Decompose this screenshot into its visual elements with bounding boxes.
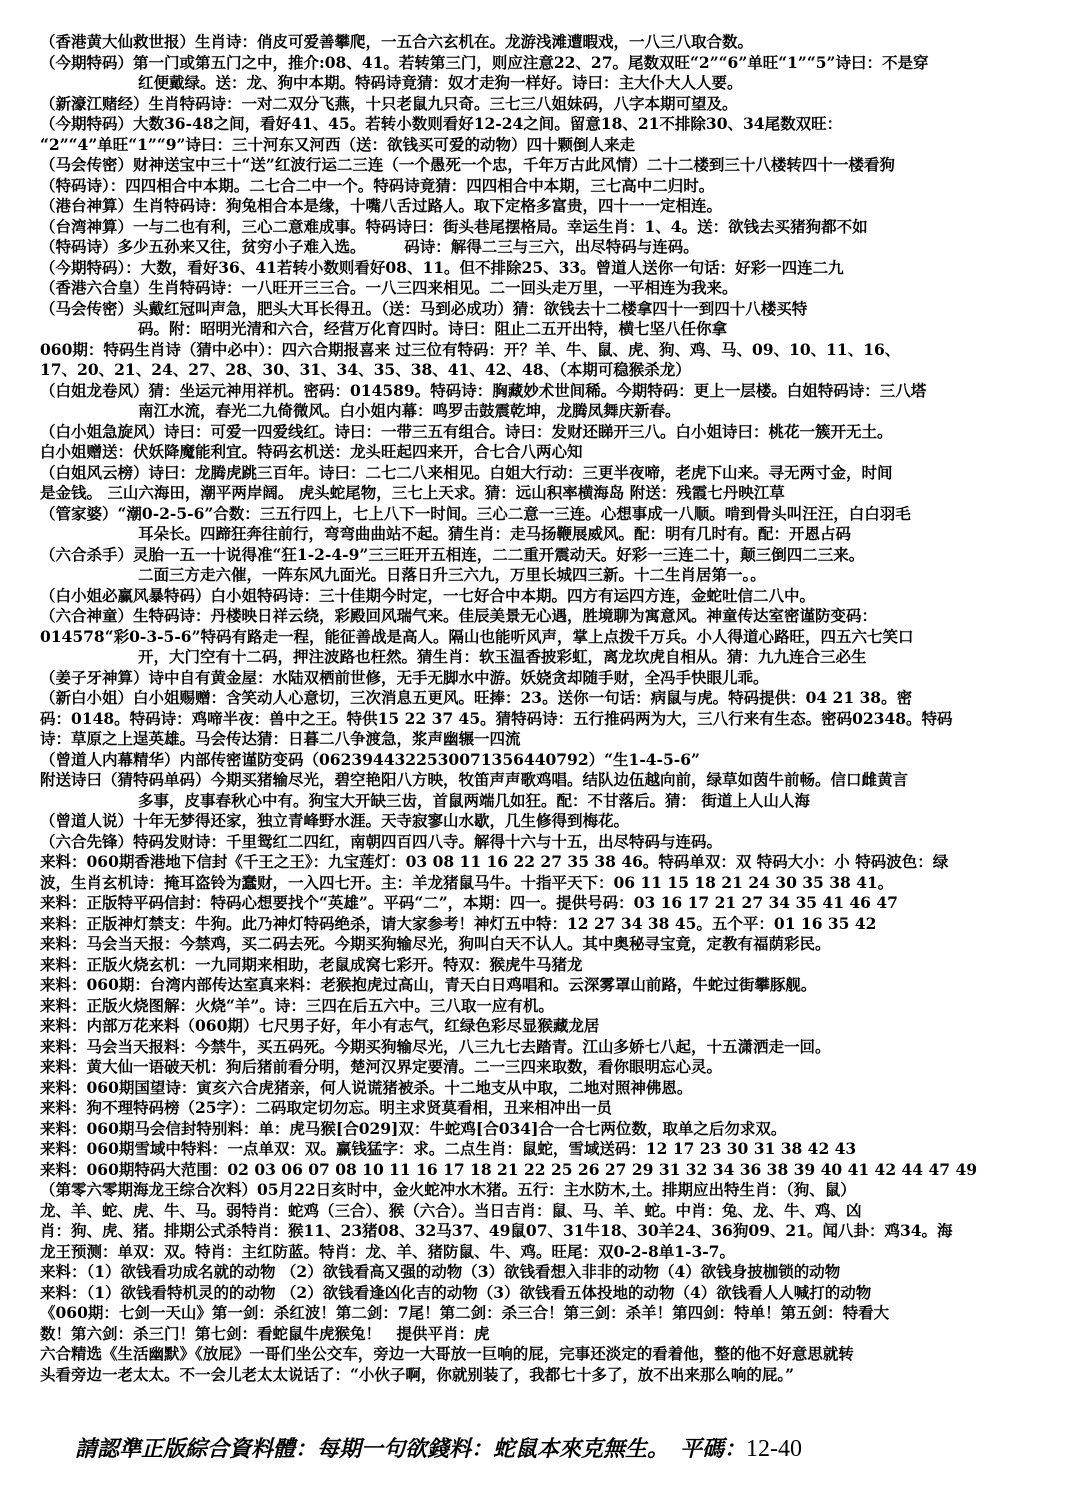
text-line: （曾道人内幕精华）内部传密谨防变码（0623944322530071356440792）“生1-4-5-6” [40,749,700,769]
text-line: （曾道人说）十年无梦得还家，独立青峰野水涯。天寺寂寥山水歇，几生修得到梅花。 [40,811,630,830]
text-line: 头看旁边一老太太。不一会儿老太太说话了：“小伙子啊，你就别装了，我都七十多了，放不出来那么响的屁。” [40,1364,795,1384]
text-line: 来料：正版火烧图解：火烧“羊”。诗：三四在后五六中。三八取一应有机。 [40,995,554,1015]
text-line: （六合杀手）灵胎一五一十说得准“狂1-2-4-9”三三旺开五相连，二二重开震动天。好彩一三连二十，颠三倒四二三来。 [40,544,865,564]
text-line: 17、20、21、24、27、28、30、31、34、35、38、41、42、48、（本期可稳猴杀龙） [40,360,691,379]
text-line: （管家婆）“潮0-2-5-6”合数：三五行四上，七上八下一时间。三心二意一三连。心想事成一八顺。啃到骨头叫汪汪，白白羽毛 [40,503,911,523]
text-line: 耳朵长。四蹄狂奔往前行，弯弯曲曲站不起。猜生肖：走马扬鞭展威风。配：明有几时有。配：开恩占码 [138,524,852,543]
text-line: 来料：060期马会信封特别料：单：虎马猴[合029]双：牛蛇鸡[合034]合一合七两位数，取单之后勿求双。 [40,1118,787,1138]
text-line: 数！第六剑：杀三门！第七剑：看蛇鼠牛虎猴兔！ 提供平肖：虎 [40,1323,490,1343]
text-line: （香港六合皇）生肖特码诗：一八旺开三三合。一八三四来相见。二一回头走万里，一平相连为我来。 [40,278,738,297]
text-line: 来料：马会当天报料：今禁牛，买五码死。今期买狗输尽光，八三九七去踏青。江山多娇七八起，十五潇洒走一回。 [40,1036,831,1056]
text-line: （新濠江赌经）生肖特码诗：一对二双分飞燕，十只老鼠九只奇。三七三八姐妹码，八字本期可望及。 [40,93,738,113]
text-line: （白小姐必赢风暴特码）白小姐特码诗：三十佳期今时定，一七好合中本期。四方有运四方连，金蛇吐信二八中。 [40,585,816,605]
text-line: 来料：黄大仙一语破天机：狗后猪前看分明，楚河汉界定要清。二一三四来取数，看你眼明忘心灵。 [40,1057,723,1076]
text-line: 来料：马会当天报：今禁鸡，买二码去死。今期买狗输尽光，狗叫白天不认人。其中奥秘寻宝竟，定教有福荫彩民。 [40,934,831,953]
text-line: “2”“4”单旺“1”“9”诗曰：三十河东又河西（送：欲钱买可爱的动物）四十颗倒人来走 [40,134,635,154]
text-line: 来料：狗不理特码榜（25字）：二码取定切勿忘。明主求贤莫看相，丑来相冲出一员 [40,1098,612,1117]
text-line: 014578“彩0-3-5-6”特码有路走一程，能征善战是高人。隔山也能听风声，掌上点拨千万兵。小人得道心路旺，四五六七笑口 [40,626,914,646]
text-line: （六合先锋）特码发财诗：千里鸳红二四红，南朝四百四八寺。解得十六与十五，出尽特码与连码。 [40,831,723,851]
text-line: 南江水流，春光二九倚微风。白小姐内幕：鸣罗击鼓震乾坤，龙腾凤舞庆新春。 [138,401,681,420]
text-line: （姜子牙神算）诗中自有黄金屋：水陆双栖前世修，无手无脚水中游。妖娆贪却随手财，全冯手快眼儿乖。 [40,667,769,687]
document-body [40,32,1050,1385]
text-line: 来料：（1）欲钱看特机灵的的动物 （2）欲钱看逢凶化吉的动物（3）欲钱看五体投地的动物（4）欲钱看人人喊打的动物 [40,1282,872,1302]
text-line: （第零六零期海龙王综合次料）05月22日亥时中，金火蛇冲水木猪。五行：主水防木,土。排期应出特生肖：（狗、鼠） [40,1180,856,1199]
text-line: 来料：正版火烧玄机：一九同期来相助，老鼠成窝七彩开。特双：猴虎牛马猪龙 [40,954,583,974]
text-line: 来料：正版特平码信封：特码心想要找个“英雄”。平码“二”，本期：四一。提供号码：03 16 17 21 27 34 35 41 46 47 [40,893,898,912]
text-line: 白小姐赠送：伏妖降魔能利宜。特码玄机送：龙头旺起四来开，合七合八两心知 [40,442,583,461]
text-line: （白小姐急旋风）诗曰：可爱一四爱线红。诗曰：一带三五有组合。诗曰：发财还睇开三八。白小姐诗曰：桃花一簇开无土。 [40,421,893,441]
text-line: （六合神童）生特码诗：丹楼映日祥云绕，彩殿回风瑞气来。佳辰美景无心遇，胜境聊为寓意风。神童传达室密谨防变码： [40,606,878,625]
text-line: （今期特码）第一门或第五门之中，推介:08、41。若转第三门，则应注意22、27。尾数双旺“2”“6”单旺“1”“5”诗曰：不是穿 [40,52,929,72]
text-line: 来料：（1）欲钱看功成名就的动物 （2）欲钱看高又强的动物（3）欲钱看想入非非的动物（4）欲钱身披枷锁的动物 [40,1262,841,1281]
text-line: 六合精选《生活幽默》《放屁》一哥们坐公交车，旁边一大哥放一巨响的屁，完事还淡定的看着他，整的他不好意思就转 [40,1344,854,1363]
footer-banner [75,1432,1035,1463]
text-line: 附送诗曰（猜特码单码）今期买猪输尽光，碧空艳阳八方映，牧笛声声歌鸡唱。结队边伍越向前，绿草如茵牛前畅。信口雌黄言 [40,770,909,789]
text-line: 诗：草原之上逞英雄。马会传达猜：日暮二八争渡急，浆声幽辗一四流 [40,729,521,748]
text-line: （今期特码）：大数，看好36、41若转小数则看好08、11。但不排除25、33。曾道人送你一句话：好彩一四连二九 [40,257,844,277]
text-line: 开，大门空有十二码，押注波路也枉然。猜生肖：软玉温香披彩虹，离龙坎虎自相从。猜：九九连合三必生 [138,647,867,666]
text-line: 红便戴绿。送：龙、狗中本期。特码诗竟猜：奴才走狗一样好。诗曰：主大仆大人人要。 [138,73,743,92]
text-line: 波，生肖玄机诗：掩耳盗铃为蠢财，一入四七开。主：羊龙猪鼠马牛。十指平天下：06 11 15 18 21 24 30 35 38 41。 [40,872,894,892]
text-line: （台湾神算）一与二也有利，三心二意难成事。特码诗曰：街头巷尾摆格局。幸运生肖：1、4。送：欲钱去买猪狗都不如 [40,216,868,236]
text-line: 来料：正版神灯禁支：牛狗。此乃神灯特码绝杀，请大家参考！神灯五中特：12 27 34 38 45。五个平：01 16 35 42 [40,913,877,933]
text-line: 来料：内部万花来料（060期）七尺男子好，年小有志气，红绿色彩尽显猴藏龙居 [40,1016,600,1035]
footer-code: 12-40 [746,1436,803,1462]
text-line: （今期特码）大数36-48之间，看好41、45。若转小数则看好12-24之间。留意18、21不排除30、34尾数双旺： [40,114,843,133]
text-line: 龙、羊、蛇、虎、牛、马。弱特肖：蛇鸡（三合）、猴（六合）。当日吉肖：鼠、马、羊、蛇。中肖：兔、龙、牛、鸡、凶 [40,1200,862,1220]
text-line: （新白小姐）白小姐赐赠：含笑动人心意切，三次消息五更风。旺捧：23。送你一句话：病鼠与虎。特码提供：04 21 38。密 [40,688,913,707]
text-line: （马会传密）头戴红冠叫声急，肥头大耳长得丑。（送：马到必成功）猜：欲钱去十二楼拿四十一到四十八楼买特 [40,298,808,318]
text-line: （香港黄大仙救世报）生肖诗：俏皮可爱善攀爬，一五合六玄机在。龙游浅滩遭暇戏，一八三八取合数。 [40,32,754,51]
text-line: 060期：特码生肖诗（猜中必中）：四六合期报喜来 过三位有特码：开？羊、牛、鼠、虎、狗、鸡、马、09、10、11、16、 [40,339,901,359]
text-line: （白姐龙卷风）猜：坐运元神用祥机。密码：014589。特码诗：胸藏妙术世间稀。今期特码：更上一层楼。白姐特码诗：三八塔 [40,380,927,400]
text-line: 是金钱。 三山六海田，潮平两岸阔。 虎头蛇尾物，三七上天求。猜：远山积率横海岛 附送：残霞七丹映江草 [40,483,785,502]
text-line: 来料：060期雪域中特料：一点单双：双。赢钱猛字：求。二点生肖：鼠蛇，雪域送码：12 17 23 30 31 38 42 43 [40,1139,857,1158]
text-line: 来料：060期国望诗：寅亥六合虎猪亲，何人说谎猪被杀。十二地支从中取，二地对照神佛恩。 [40,1077,693,1097]
text-line: 多事，皮事春秋心中有。狗宝大开缺三齿，首鼠两端几如狂。配：不甘落后。猜： 街道上人山人海 [138,790,810,810]
text-line: （特码诗）多少五孙来又往，贫穷小子难入选。 码诗：解得二三与三六，出尽特码与连码。 [40,237,699,256]
text-line: 码。附：昭明光清和六合，经营万化育四时。诗曰：阻止二五开出特，横七坚八任你拿 [138,319,728,338]
text-line: 肖：狗、虎、猪。排期公式杀特肖：猴11、23猪08、32马37、49鼠07、31牛18、30羊24、36狗09、21。闻八卦：鸡34。海 [40,1221,953,1240]
footer-text: 請認準正版綜合資料體：每期一句欲錢料：蛇鼠本來克無生。 平碼： [75,1436,747,1462]
text-line: 龙王预测：单双：双。特肖：主红防蓝。特肖：龙、羊、猪防鼠、牛、鸡。旺尾：双0-2-8单1-3-7。 [40,1241,735,1261]
text-line: 码：0148。特码诗：鸡啼半夜：兽中之王。特供15 22 37 45。猜特码诗：五行推码两为大，三八行来有生态。密码02348。特码 [40,708,953,728]
text-line: （特码诗）：四四相合中本期。二七合二中一个。特码诗竟猜：四四相合中本期，三七高中二归时。 [40,175,715,195]
text-line: 二面三方走六催，一阵东风九面光。日落日升三六九，万里长城四三新。十二生肖居第一。。 [138,565,766,584]
text-line: （港台神算）生肖特码诗：狗兔相合本是缘，十嘴八舌过路人。取下定格多富贵，四十一一定相连。 [40,196,723,215]
text-line: 来料：060期：台湾内部传达室真来料：老猴抱虎过高山，青天白日鸡唱和。云深雾罩山前路，牛蛇过街攀豚舰。 [40,975,817,994]
text-line: 来料：060期香港地下信封《千王之王》：九宝莲灯：03 08 11 16 22 27 35 38 46。特码单双：双 特码大小：小 特码波色：绿 [40,852,949,871]
text-line: 《060期：七剑一天山》第一剑：杀红波！第二剑：7尾！第二剑：杀三合！第三剑：杀羊！第四剑：特单！第五剑：特看大 [40,1303,890,1322]
text-line: （马会传密）财神送宝中三十“送”红波行运二三连（一个愚死一个忠，千年万古此风情）二十二楼到三十八楼转四十一楼看狗 [40,155,895,174]
text-line: 来料：060期特码大范围：02 03 06 07 08 10 11 16 17 18 21 22 25 26 27 29 31 32 34 36 38 39 40 41 42 44 47 49 [40,1159,978,1179]
text-line: （白姐风云榜）诗曰：龙腾虎跳三百年。诗曰：二七二八来相见。白姐大行动：三更半夜啼，老虎下山来。寻无两寸金，时间 [40,462,893,482]
